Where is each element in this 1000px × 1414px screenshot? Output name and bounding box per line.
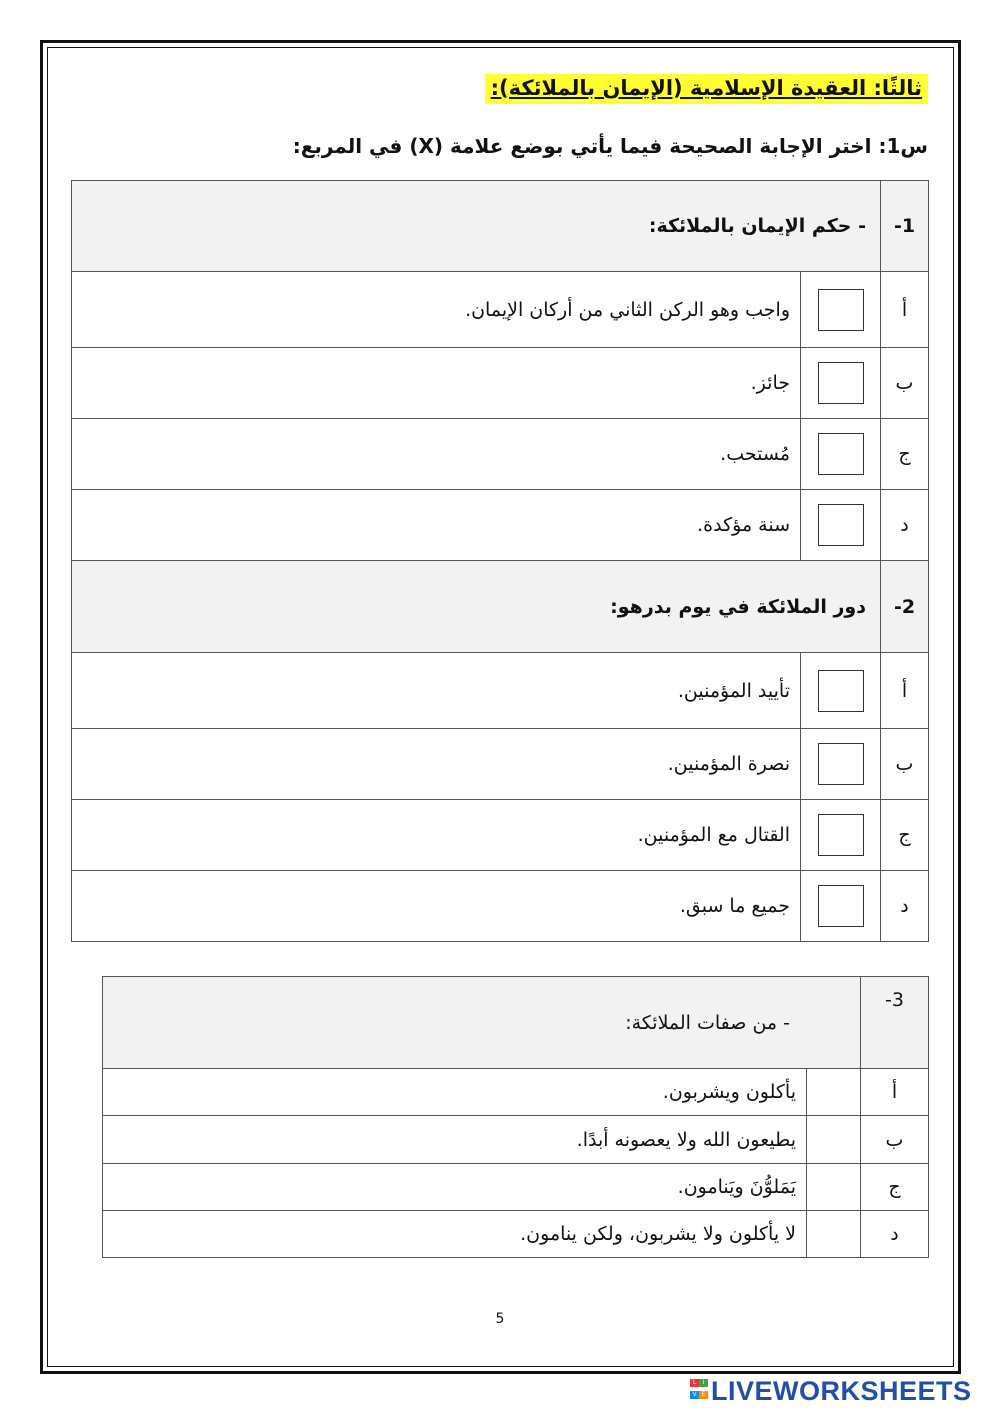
brand-icon: L I V E: [690, 1379, 708, 1403]
option-letter: أ: [881, 272, 929, 348]
answer-box[interactable]: [807, 1116, 861, 1164]
question-text: - حكم الإيمان بالملائكة:: [72, 181, 881, 272]
question-number: 1-: [881, 181, 929, 272]
option-text: جائز.: [72, 348, 801, 419]
answer-checkbox[interactable]: [818, 504, 864, 546]
option-letter: أ: [861, 1069, 929, 1116]
option-row: [72, 419, 929, 490]
brand-name: LIVEWORKSHEETS: [711, 1375, 972, 1406]
answer-checkbox[interactable]: [818, 885, 864, 927]
question-row-2: [72, 561, 929, 653]
question-text: - من صفات الملائكة:: [103, 977, 861, 1069]
option-letter: د: [861, 1211, 929, 1258]
questions-table-2: [102, 976, 929, 1258]
answer-box[interactable]: [807, 1069, 861, 1116]
option-row: [72, 348, 929, 419]
answer-checkbox[interactable]: [818, 362, 864, 404]
option-text: لا يأكلون ولا يشربون، ولكن ينامون.: [103, 1211, 807, 1258]
page-number: 5: [495, 1311, 505, 1327]
option-text: نصرة المؤمنين.: [72, 729, 801, 800]
option-text: يأكلون ويشربون.: [103, 1069, 807, 1116]
question-text: دور الملائكة في يوم بدرهو:: [72, 561, 881, 653]
answer-checkbox[interactable]: [818, 289, 864, 331]
option-row: [103, 1164, 929, 1211]
option-text: سنة مؤكدة.: [72, 490, 801, 561]
answer-checkbox[interactable]: [818, 743, 864, 785]
section-title: ثالثًا: العقيدة الإسلامية (الإيمان بالملائكة):: [485, 74, 928, 104]
option-row: [103, 1211, 929, 1258]
option-text: القتال مع المؤمنين.: [72, 800, 801, 871]
answer-box[interactable]: [807, 1211, 861, 1258]
liveworksheets-logo[interactable]: [690, 1376, 972, 1406]
option-text: جميع ما سبق.: [72, 871, 801, 942]
question-number: 2-: [881, 561, 929, 653]
option-text: يَمَلوُّنَ ويَنامون.: [103, 1164, 807, 1211]
option-letter: أ: [881, 653, 929, 729]
option-row: [72, 800, 929, 871]
option-row: [72, 490, 929, 561]
option-letter: ج: [861, 1164, 929, 1211]
answer-checkbox[interactable]: [818, 670, 864, 712]
option-letter: ب: [881, 729, 929, 800]
option-letter: ب: [861, 1116, 929, 1164]
option-row: [103, 1116, 929, 1164]
option-letter: د: [881, 871, 929, 942]
option-letter: ج: [881, 800, 929, 871]
option-text: واجب وهو الركن الثاني من أركان الإيمان.: [72, 272, 801, 348]
option-row: [103, 1069, 929, 1116]
question-row-3: [103, 977, 929, 1069]
option-letter: ب: [881, 348, 929, 419]
option-text: مُستحب.: [72, 419, 801, 490]
instruction-text: س1: اختر الإجابة الصحيحة فيما يأتي بوضع علامة (X) في المربع:: [292, 134, 928, 158]
questions-table-1: [71, 180, 929, 942]
answer-checkbox[interactable]: [818, 433, 864, 475]
option-row: [72, 871, 929, 942]
answer-checkbox[interactable]: [818, 814, 864, 856]
option-text: تأييد المؤمنين.: [72, 653, 801, 729]
option-row: [72, 729, 929, 800]
option-row: [72, 653, 929, 729]
option-letter: ج: [881, 419, 929, 490]
question-number: 3-: [861, 977, 929, 1069]
answer-box[interactable]: [807, 1164, 861, 1211]
option-text: يطيعون الله ولا يعصونه أبدًا.: [103, 1116, 807, 1164]
option-letter: د: [881, 490, 929, 561]
option-row: [72, 272, 929, 348]
question-row-1: [72, 181, 929, 272]
